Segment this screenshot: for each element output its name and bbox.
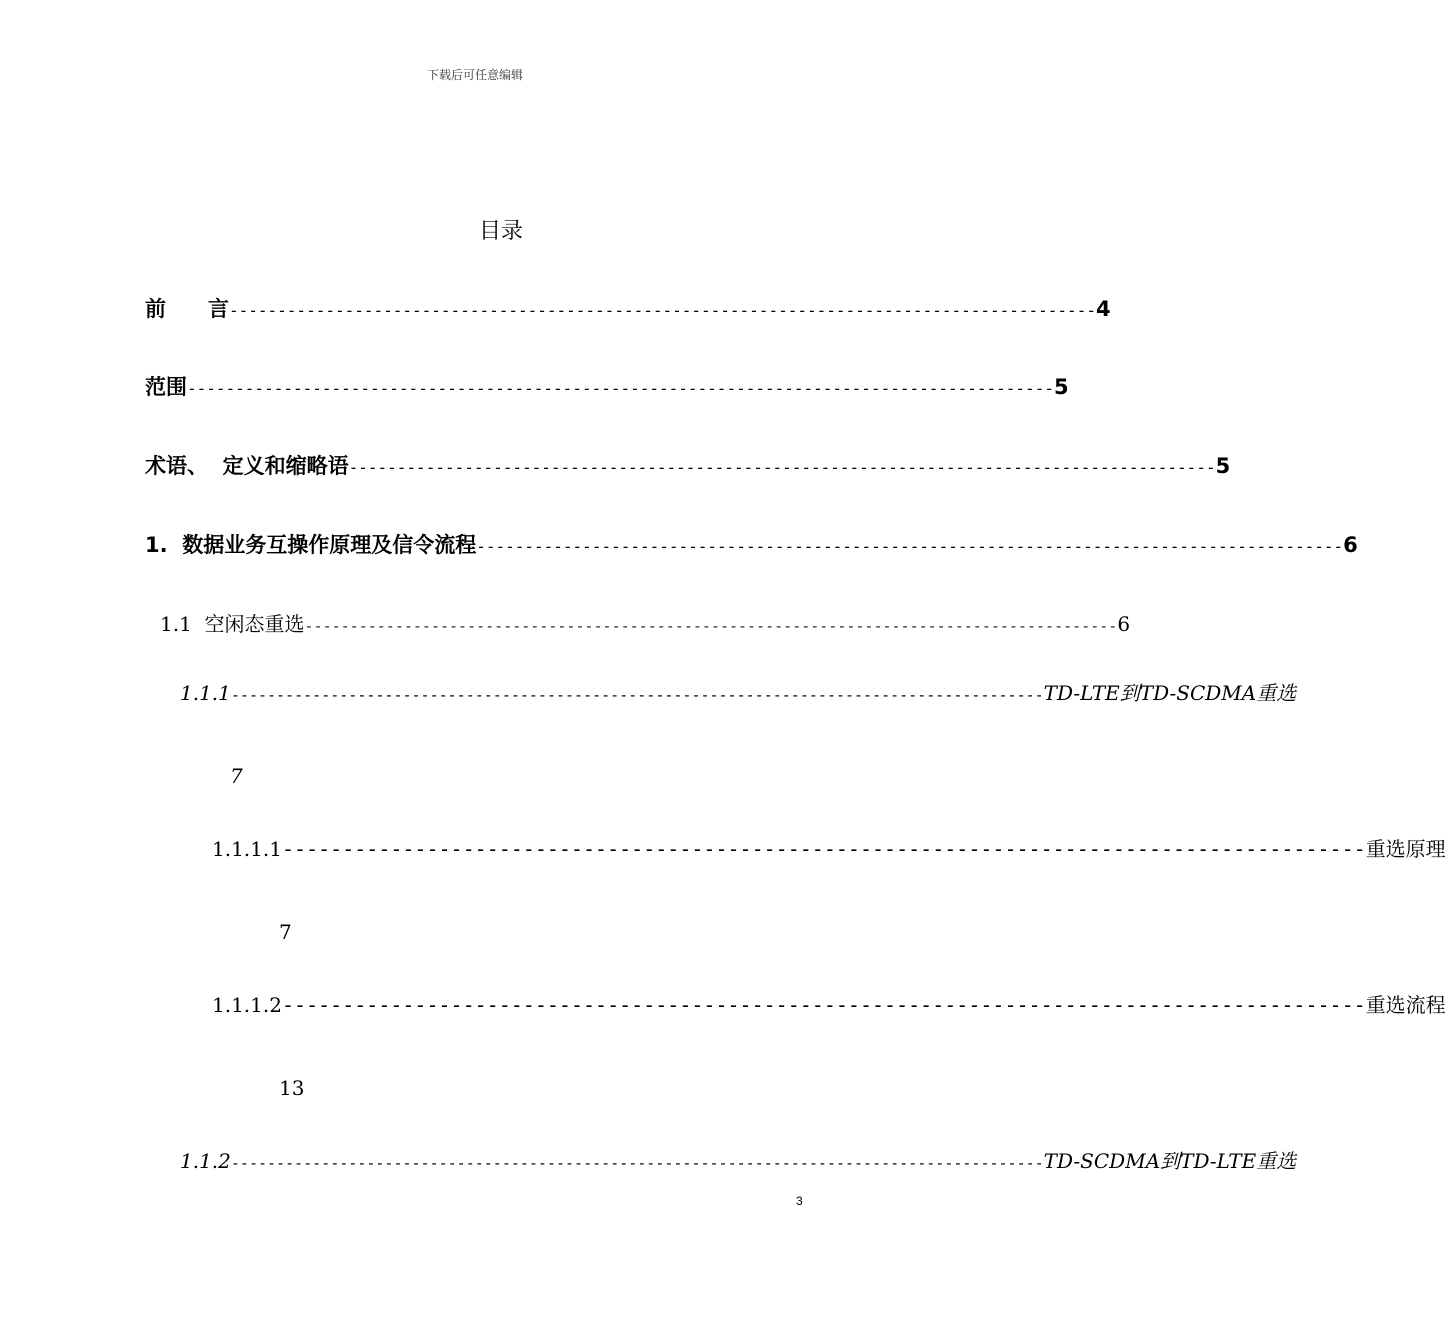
leader-dashes: ------------------------------------------------------------------------------------------ (281, 993, 1366, 1017)
toc-entry-chapter-1[interactable] (145, 529, 1358, 559)
toc-entry-label: 1.1.2 (180, 1149, 231, 1173)
toc-entry-label: 前 言 (145, 297, 229, 321)
toc-entry-label: 1.1.1.2 (212, 993, 282, 1017)
leader-dashes: ------------------------------------------------------------------------------------------ (229, 301, 1096, 320)
toc-entry-page: 5 (1053, 375, 1069, 399)
leader-dashes: ------------------------------------------------------------------------------------------ (304, 617, 1118, 635)
toc-entry-label: 1.1 空闲态重选 (160, 612, 305, 636)
toc-entry-title: 重选流程 (1365, 993, 1446, 1017)
toc-entry-1-1-2[interactable] (180, 1145, 1297, 1174)
toc-entry-page: 6 (1343, 533, 1358, 557)
toc-entry-page: 7 (230, 764, 243, 788)
toc-entry-1-1-1-1[interactable] (212, 833, 1446, 862)
toc-entry-label: 1. 数据业务互操作原理及信令流程 (145, 533, 477, 557)
toc-entry-scope[interactable] (145, 371, 1069, 401)
toc-entry-page: 13 (279, 1076, 305, 1100)
toc-entry-page: 5 (1215, 454, 1231, 478)
page-header: 下载后可任意编辑 (426, 68, 523, 82)
toc-entry-1-1[interactable] (160, 608, 1131, 637)
page-number: 3 (796, 1194, 803, 1208)
toc-entry-page: 7 (279, 920, 292, 944)
toc-entry-label: 1.1.1.1 (212, 837, 282, 861)
leader-dashes: ------------------------------------------------------------------------------------------ (476, 537, 1344, 556)
leader-dashes: ------------------------------------------------------------------------------------------ (230, 686, 1044, 704)
leader-dashes: ------------------------------------------------------------------------------------------ (187, 379, 1054, 398)
toc-entry-1-1-1[interactable] (180, 677, 1297, 706)
toc-entry-title: 重选原理 (1365, 837, 1446, 861)
toc-entry-label: 术语、 定义和缩略语 (145, 454, 349, 478)
leader-dashes: ------------------------------------------------------------------------------------------ (348, 458, 1216, 477)
toc-entry-title: TD-LTE到TD-SCDMA重选 (1043, 681, 1297, 705)
toc-entry-page: 4 (1095, 297, 1111, 321)
toc-entry-page: 6 (1117, 612, 1131, 636)
toc-title: 目录 (478, 219, 523, 244)
leader-dashes: ------------------------------------------------------------------------------------------ (281, 837, 1366, 861)
leader-dashes: ------------------------------------------------------------------------------------------ (230, 1154, 1044, 1172)
toc-entry-title: TD-SCDMA到TD-LTE重选 (1043, 1149, 1297, 1173)
toc-entry-terms[interactable] (145, 450, 1231, 480)
toc-entry-1-1-1-2[interactable] (212, 989, 1446, 1018)
toc-entry-foreword[interactable] (145, 293, 1111, 323)
toc-entry-label: 1.1.1 (180, 681, 231, 705)
toc-entry-label: 范围 (145, 375, 187, 399)
